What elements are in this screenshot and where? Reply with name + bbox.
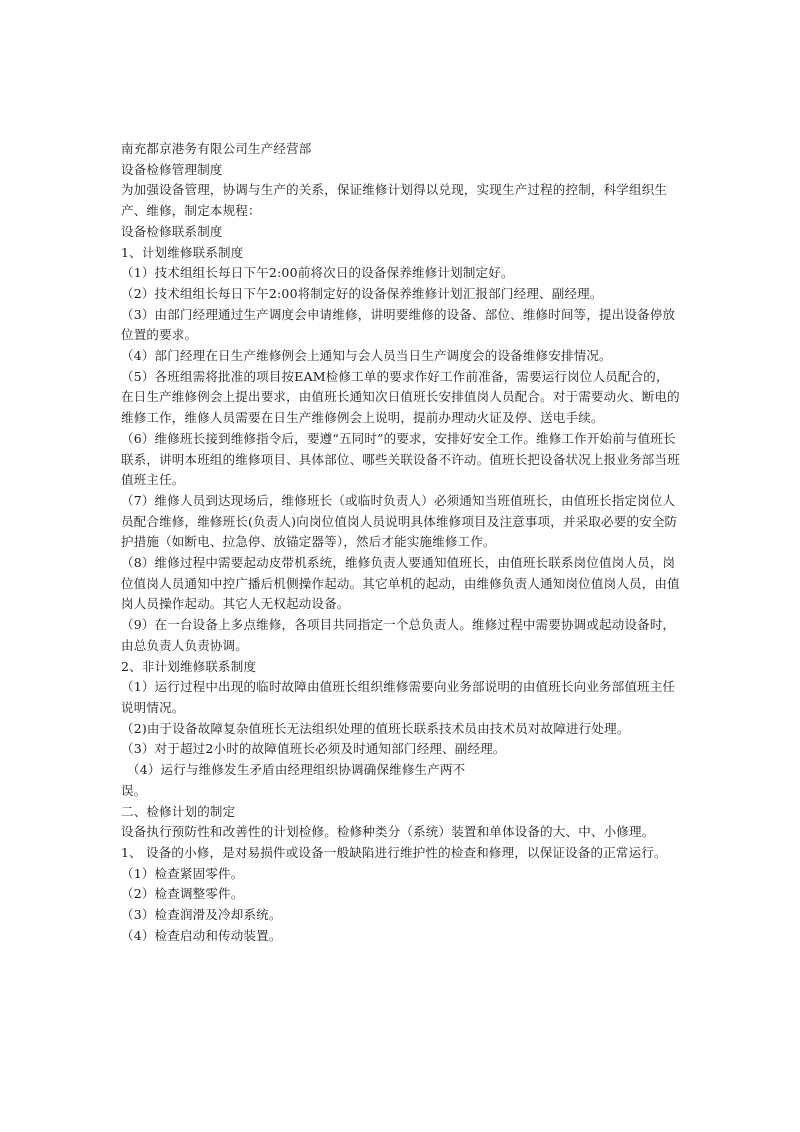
unplanned-item-4: （4）运行与维修发生矛盾由经理组织协调确保维修生产两不 [127, 762, 466, 778]
section-heading-plan: 二、检修计划的制定 [121, 803, 236, 819]
document-title: 设备检修管理制度 [121, 161, 223, 177]
minor-repair-heading: 1、 设备的小修，是对易损件或设备一般缺陷进行维护性的检查和修理，以保证设备的正常运行。 [121, 844, 667, 860]
section-heading-contact: 设备检修联系制度 [121, 223, 223, 239]
unplanned-item-1: （1）运行过程中出现的临时故障由值班长组织维修需要向业务部说明的由值班长向业务部值班主任说明情况。 [121, 679, 676, 715]
subsection-heading-planned: 1、计划维修联系制度 [121, 244, 244, 260]
planned-item-3: （3）由部门经理通过生产调度会申请维修，讲明要维修的设备、部位、维修时间等，提出设备停放位置的要求。 [121, 306, 676, 343]
planned-item-8: （8）维修过程中需要起动皮带机系统，维修负责人要通知值班长，由值班长联系岗位值岗人员，岗位值岗人员通知中控广播后机侧操作起动。其它单机的起动，由维修负责人通知岗位值岗人员，由值岗人员操作起动。其它人无权起动设备。 [121, 555, 680, 612]
planned-item-2: （2）技术组组长每日下午2:00将制定好的设备保养维修计划汇报部门经理、副经理。 [121, 285, 603, 301]
unplanned-item-2: （2)由于设备故障复杂值班长无法组织处理的值班长联系技术员由技术员对故障进行处理。 [121, 720, 630, 736]
minor-item-4: （4）检查启动和传动装置。 [121, 927, 282, 943]
minor-item-1: （1）检查紧固零件。 [121, 865, 244, 881]
plan-intro-paragraph: 设备执行预防性和改善性的计划检修。检修种类分（系统）装置和单体设备的大、中、小修理。 [121, 824, 655, 840]
unplanned-item-4-continuation: 误。 [121, 782, 147, 798]
subsection-heading-unplanned: 2、非计划维修联系制度 [121, 658, 257, 674]
planned-item-4: （4）部门经理在日生产维修例会上通知与会人员当日生产调度会的设备维修安排情况。 [121, 348, 612, 364]
company-name: 南充都京港务有限公司生产经营部 [121, 141, 312, 156]
intro-paragraph: 为加强设备管理，协调与生产的关系，保证维修计划得以兑现，实现生产过程的控制，科学组织生产、维修，制定本规程： [121, 182, 668, 219]
planned-item-9: （9）在一台设备上多点维修，各项目共同指定一个总负责人。维修过程中需要协调或起动设备时，由总负责人负责协调。 [121, 617, 676, 653]
document-body [121, 139, 681, 946]
planned-item-5: （5）各班组需将批准的项目按EAM检修工单的要求作好工作前准备，需要运行岗位人员配合的，在日生产维修例会上提出要求，由值班长通知次日值班长安排值岗人员配合。对于需要动火、断电的维修工作，维修人员需要在日生产维修例会上说明，提前办理动火证及停、送电手续。 [121, 368, 680, 426]
minor-item-3: （3）检查润滑及冷却系统。 [121, 907, 282, 923]
unplanned-item-3: （3）对于超过2小时的故障值班长必须及时通知部门经理、副经理。 [121, 741, 506, 757]
minor-item-2: （2）检查调整零件。 [121, 886, 244, 902]
planned-item-1: （1）技术组组长每日下午2:00前将次日的设备保养维修计划制定好。 [121, 265, 514, 281]
planned-item-7: （7）维修人员到达现场后，维修班长（或临时负责人）必须通知当班值班长，由值班长指定岗位人员配合维修，维修班长(负责人)向岗位值岗人员说明具体维修项目及注意事项，并采取必要的安全防护措施（如断电、拉急停、放锚定器等），然后才能实施维修工作。 [121, 492, 678, 550]
planned-item-6: （6）维修班长接到维修指令后，要遵“五同时”的要求，安排好安全工作。维修工作开始前与值班长联系，讲明本班组的维修项目、具体部位、哪些关联设备不许动。值班长把设备状况上报业务部当班值班主任。 [121, 430, 680, 488]
